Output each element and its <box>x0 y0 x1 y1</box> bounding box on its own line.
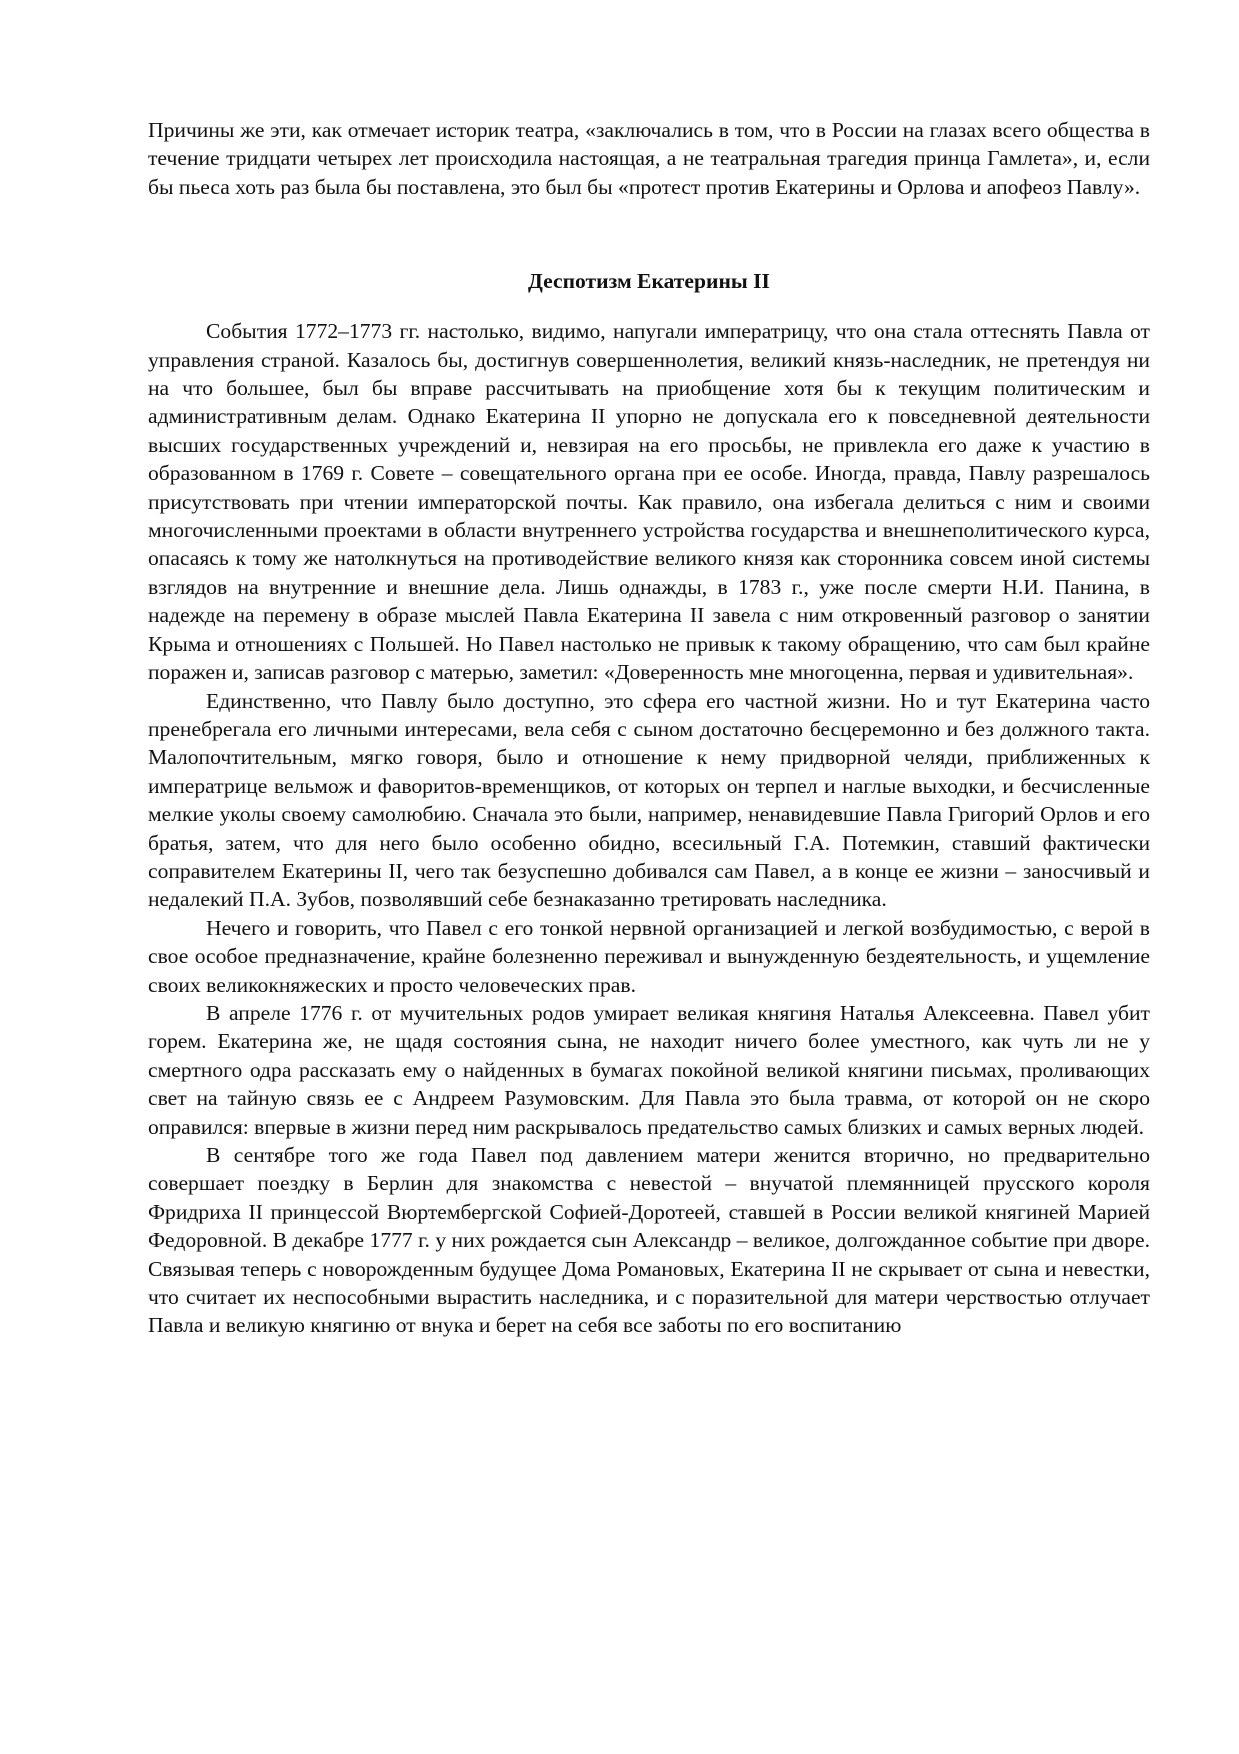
paragraph: События 1772–1773 гг. настолько, видимо, напугали императрицу, что она стала оттеснять Павла от управления страной. Казалось бы, достигнув совершеннолетия, великий князь-наследник, не претендуя ни на что большее, был бы вправе рассчитывать на приобщение хотя бы к текущим политическим и административным делам. Однако Екатерина II упорно не допускала его к повседневной деятельности высших государственных учреждений и, невзирая на его просьбы, не привлекла его даже к участию в образованном в 1769 г. Совете – совещательного органа при ее особе. Иногда, правда, Павлу разрешалось присутствовать при чтении императорской почты. Как правило, она избегала делиться с ним и своими многочисленными проектами в области внутреннего устройства государства и внешнеполитического курса, опасаясь к тому же натолкнуться на противодействие великого князя как сторонника совсем иной системы взглядов на внутренние и внешние дела. Лишь однажды, в 1783 г., уже после смерти Н.И. Панина, в надежде на перемену в образе мыслей Павла Екатерина II завела с ним откровенный разговор о занятии Крыма и отношениях с Польшей. Но Павел настолько не привык к такому обращению, что сам был крайне поражен и, записав разговор с матерью, заметил: «Доверенность мне многоценна, первая и удивительная». <box>148 319 1150 685</box>
paragraph: Нечего и говорить, что Павел с его тонкой нервной организацией и легкой возбудимостью, с верой в свое особое предназначение, крайне болезненно переживал и вынужденную бездеятельность, и ущемление своих великокняжеских и просто человеческих прав. <box>148 915 1150 997</box>
paragraph: В апреле 1776 г. от мучительных родов умирает великая княгиня Наталья Алексеевна. Павел убит горем. Екатерина же, не щадя состояния сына, не находит ничего более уместного, как чуть ли не у смертного одра рассказать ему о найденных в бумагах покойной великой княгини письмах, проливающих свет на тайную связь ее с Андреем Разумовским. Для Павла это была травма, от которой он не скоро оправился: впервые в жизни перед ним раскрывалось предательство самых близких и самых верных людей. <box>148 1000 1150 1139</box>
intro-paragraph: Причины же эти, как отмечает историк театра, «заключались в том, что в России на глазах всего общества в течение тридцати четырех лет происходила настоящая, а не театральная трагедия принца Гамлета», и, если бы пьеса хоть раз была бы поставлена, это был бы «протест против Екатерины и Орлова и апофеоз Павлу». <box>148 118 1150 199</box>
paragraph: Единственно, что Павлу было доступно, это сфера его частной жизни. Но и тут Екатерина часто пренебрегала его личными интересами, вела себя с сыном достаточно бесцеремонно и без должного такта. Малопочтительным, мягко говоря, было и отношение к нему придворной челяди, приближенных к императрице вельмож и фаворитов-временщиков, от которых он терпел и наглые выходки, и бесчисленные мелкие уколы своему самолюбию. Сначала это были, например, ненавидевшие Павла Григорий Орлов и его братья, затем, что для него было особенно обидно, всесильный Г.А. Потемкин, ставший фактически соправителем Екатерины II, чего так безуспешно добивался сам Павел, а в конце ее жизни – заносчивый и недалекий П.А. Зубов, позволявший себе безнаказанно третировать наследника. <box>148 688 1150 912</box>
paragraph: В сентябре того же года Павел под давлением матери женится вторично, но предварительно совершает поездку в Берлин для знакомства с невестой – внучатой племянницей прусского короля Фридриха II принцессой Вюртембергской Софией-Доротеей, ставшей в России великой княгиней Марией Федоровной. В декабре 1777 г. у них рождается сын Александр – великое, долгожданное событие при дворе. Связывая теперь с новорожденным будущее Дома Романовых, Екатерина II не скрывает от сына и невестки, что считает их неспособными вырастить наследника, и с поразительной для матери черствостью отлучает Павла и великую княгиню от внука и берет на себя все заботы по его воспитанию <box>148 1143 1150 1338</box>
document-page <box>148 116 1150 1340</box>
section-title: Деспотизм Екатерины II <box>528 269 770 294</box>
